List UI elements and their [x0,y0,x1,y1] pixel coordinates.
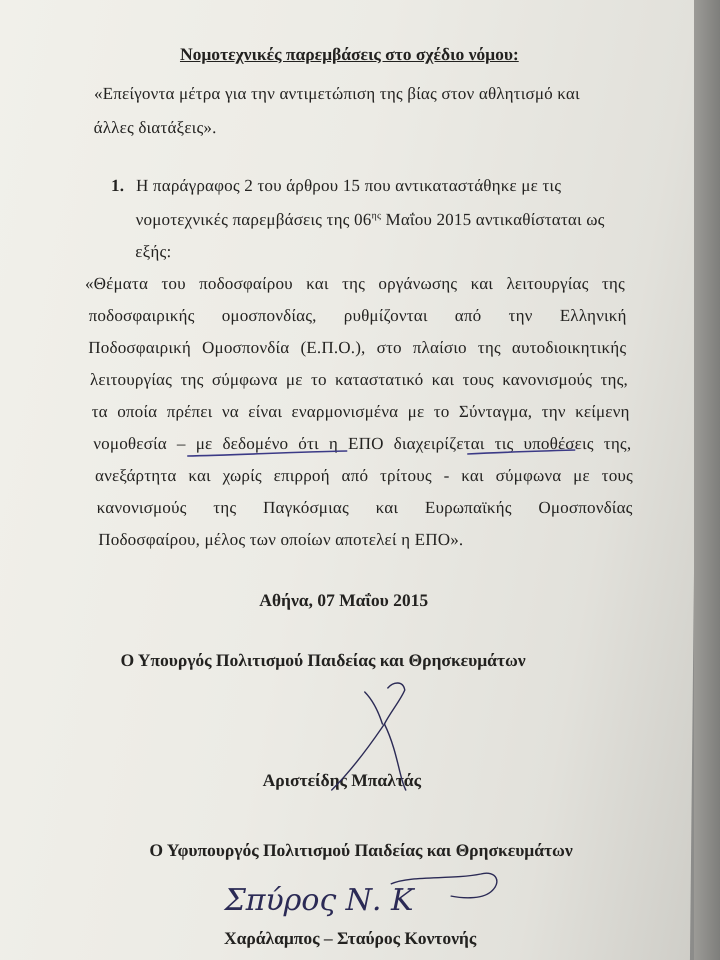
item-line-2-rest: Μαΐου 2015 αντικαθίσταται ως [381,210,605,229]
place-date: Αθήνα, 07 Μαΐου 2015 [259,590,429,610]
item-line-2-superscript: ης [371,210,382,222]
signature-text: Σπύρος Ν. Κ [224,883,414,918]
underline-mark [467,450,575,454]
signatory-title: Ο Υφυπουργός Πολιτισμού Παιδείας και Θρησκευμάτων [149,840,573,860]
signatory-name: Αριστείδης Μπαλτάς [262,770,422,790]
signature-minister [332,683,407,790]
quote-line: Ποδοσφαίρου, μέλος των οποίων αποτελεί η ΕΠΟ». [98,530,464,549]
quote-line: νομοθεσία – με δεδομένο ότι η ΕΠΟ διαχειρίζεται τις υποθέσεις της, [93,434,632,453]
document-heading: Νομοτεχνικές παρεμβάσεις στο σχέδιο νόμου: [179,44,519,64]
quote-line: ανεξάρτητα και χωρίς επιρροή από τρίτους - και σύμφωνα με τους [94,466,634,485]
bill-title-line-1: «Επείγοντα μέτρα για την αντιμετώπιση της βίας στον αθλητισμό και [93,84,580,103]
underline-mark [187,451,347,456]
quote-line: «Θέματα του ποδοσφαίρου και της οργάνωσης και λειτουργίας της [84,274,626,293]
quote-line: λειτουργίας της σύμφωνα με το καταστατικό και τους κανονισμούς της, [89,370,629,389]
signature-deputy-minister [223,873,497,918]
background-surface [694,0,720,960]
item-line-2-text: νομοτεχνικές παρεμβάσεις της 06 [135,210,372,229]
quote-line: Ποδοσφαιρική Ομοσπονδία (Ε.Π.Ο.), στο πλαίσιο της αυτοδιοικητικής [88,338,627,357]
bill-title-line-2: άλλες διατάξεις». [93,118,217,137]
item-number: 1. [110,176,125,195]
quote-line: κανονισμούς της Παγκόσμιας και Ευρωπαϊκής Ομοσπονδίας [96,498,633,517]
item-line-3: εξής: [135,242,172,261]
signatory-name: Χαράλαμπος – Σταύρος Κοντονής [223,928,477,948]
quote-line: τα οποία πρέπει να είναι εναρμονισμένα με το Σύνταγμα, την κείμενη [91,402,630,421]
signatory-title: Ο Υπουργός Πολιτισμού Παιδείας και Θρησκευμάτων [120,650,526,670]
quote-line: ποδοσφαιρικής ομοσπονδίας, ρυθμίζονται από την Ελληνική [88,306,627,325]
item-line-1: Η παράγραφος 2 του άρθρου 15 που αντικαταστάθηκε με τις [135,176,562,195]
